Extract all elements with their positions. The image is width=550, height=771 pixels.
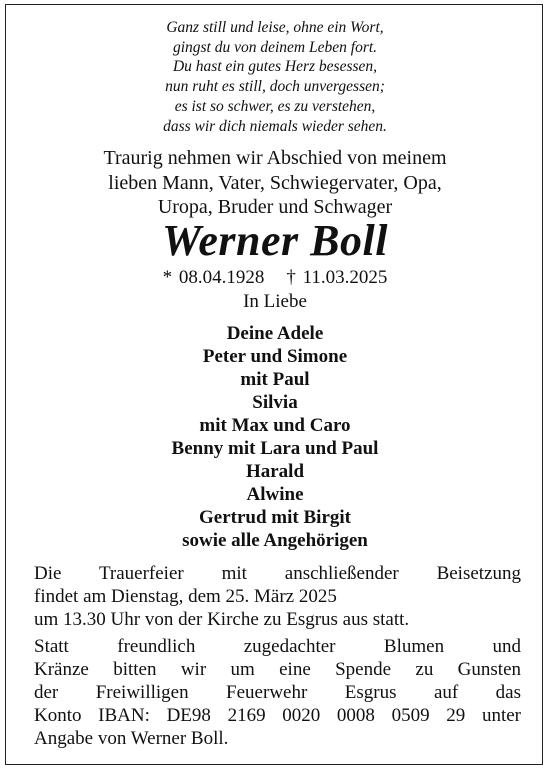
birth-date: * 08.04.1928 [162, 267, 265, 288]
mourner-line: mit Max und Caro [199, 415, 351, 436]
mourner-line: Silvia [252, 392, 298, 413]
poem-line: gingst du von deinem Leben fort. [172, 38, 378, 56]
funeral-notice-line: um 13.30 Uhr von der Kirche zu Esgrus aus statt. [34, 609, 410, 630]
deceased-name: Werner Boll [162, 216, 388, 265]
funeral-notice-line: findet am Dienstag, dem 25. März 2025 [34, 586, 337, 607]
mourner-line: mit Paul [240, 369, 310, 390]
mourner-line: Alwine [246, 484, 304, 505]
mourner-line: Gertrud mit Birgit [199, 507, 351, 528]
poem-line: Ganz still und leise, ohne ein Wort, [166, 19, 384, 36]
mourner-line: Peter und Simone [202, 346, 348, 367]
mourner-line: Harald [245, 461, 305, 482]
donation-notice [34, 635, 521, 750]
donation-notice-line: Kränze bitten wir um eine Spende zu Gunsten [34, 659, 521, 680]
intro-line: Uropa, Bruder und Schwager [157, 196, 393, 218]
poem-line: dass wir dich niemals wieder sehen. [163, 117, 387, 135]
mourner-line: Benny mit Lara und Paul [171, 438, 379, 459]
donation-notice-line: Statt freundlich zugedachter Blumen und [34, 636, 521, 657]
mourner-line: sowie alle Angehörigen [182, 530, 368, 551]
poem-line: es ist so schwer, es zu verstehen, [174, 97, 376, 115]
death-date: † 11.03.2025 [286, 267, 388, 288]
mourners-list [0, 322, 550, 552]
donation-notice-line: der Freiwilligen Feuerwehr Esgrus auf das [34, 682, 521, 703]
mourner-line: Deine Adele [226, 323, 324, 344]
poem [0, 18, 550, 136]
donation-notice-line: Angabe von Werner Boll. [34, 728, 229, 749]
funeral-notice [34, 562, 521, 631]
poem-line: nun ruht es still, doch unvergessen; [165, 78, 385, 96]
intro-line: lieben Mann, Vater, Schwiegervater, Opa, [108, 171, 442, 194]
funeral-notice-line: Die Trauerfeier mit anschließender Beisetzung [34, 563, 521, 584]
farewell-intro [0, 146, 550, 220]
poem-line: Du hast ein gutes Herz besessen, [172, 58, 378, 76]
in-love-text: In Liebe [243, 291, 307, 312]
life-dates [0, 266, 550, 289]
donation-notice-line: Konto IBAN: DE98 2169 0020 0008 0509 29 unter [34, 705, 521, 726]
intro-line: Traurig nehmen wir Abschied von meinem [103, 147, 447, 169]
